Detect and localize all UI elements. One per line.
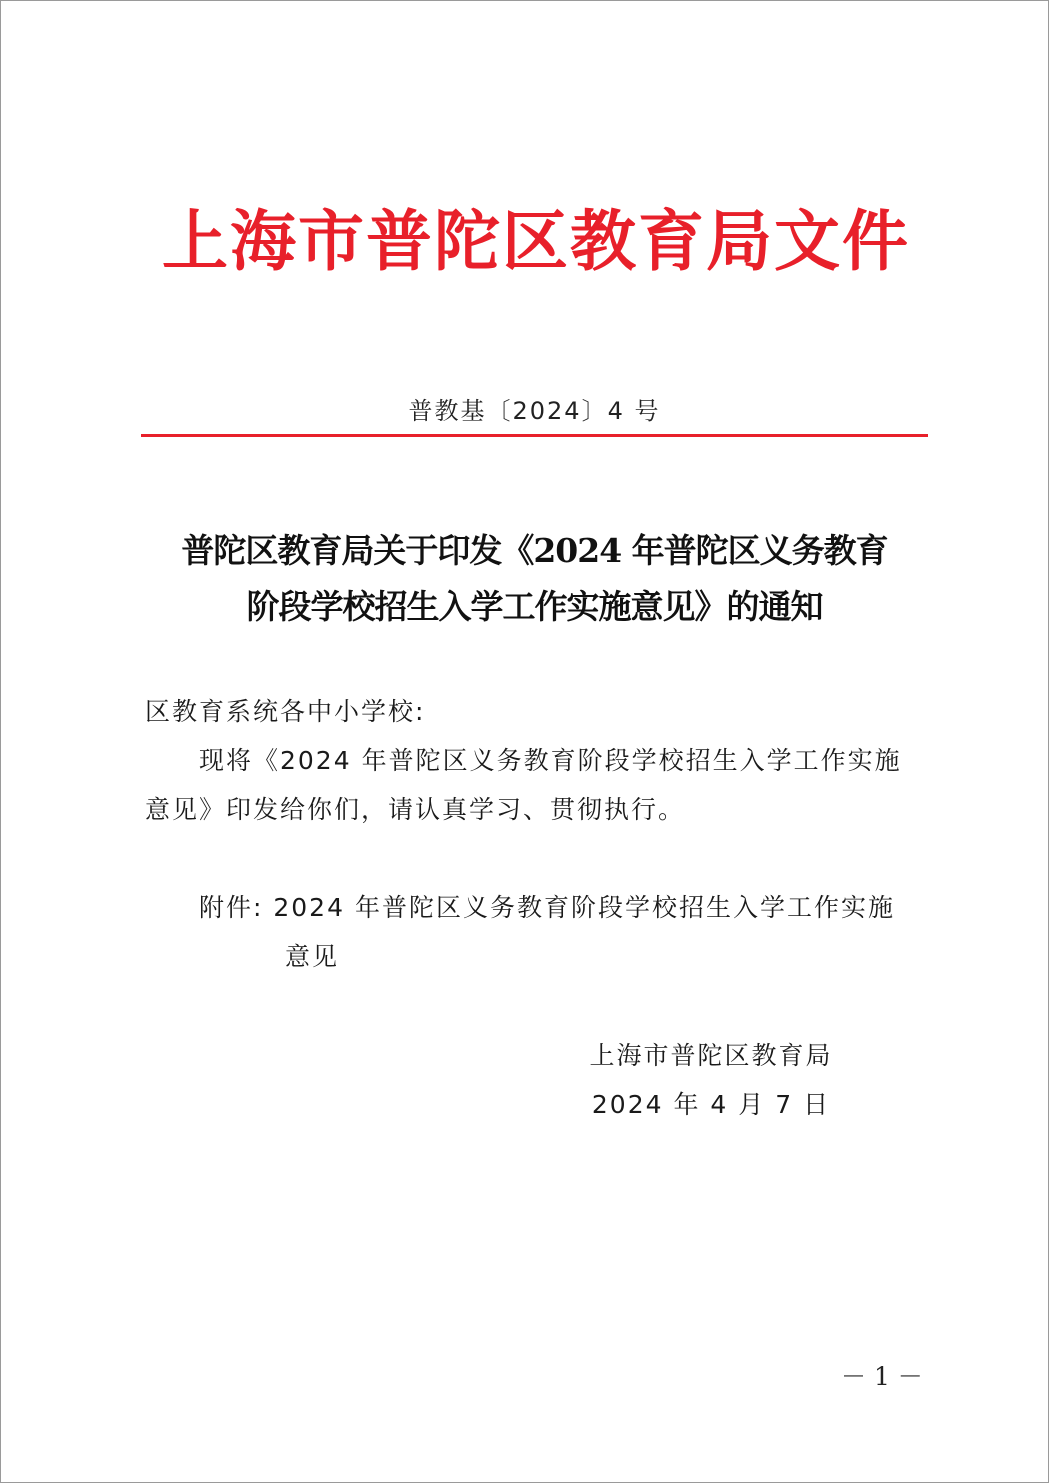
document-header-title: 上海市普陀区教育局文件 [162,202,910,280]
document-number: 普教基〔2024〕4 号 [408,397,661,425]
attachment-note [145,883,925,981]
page-number: － 1 － [841,1362,923,1391]
signature-organization: 上海市普陀区教育局 [589,1041,833,1070]
attachment-line-1: 附件: 2024 年普陀区义务教育阶段学校招生入学工作实施 [199,893,895,922]
body-paragraph-line-1: 现将《2024 年普陀区义务教育阶段学校招生入学工作实施 [199,746,902,775]
attachment-line-2: 意见 [285,942,340,971]
signature-block [561,1031,861,1129]
body-paragraph-line-2: 意见》印发给你们，请认真学习、贯彻执行。 [145,795,686,824]
notice-title-line-2: 阶段学校招生入学工作实施意见》的通知 [246,587,823,626]
notice-title [141,523,928,635]
salutation: 区教育系统各中小学校: [145,697,426,726]
notice-title-line-1: 普陀区教育局关于印发《2024 年普陀区义务教育 [181,531,888,570]
signature-date: 2024 年 4 月 7 日 [591,1090,831,1119]
body-paragraph [145,736,925,834]
red-divider-rule [141,434,928,437]
